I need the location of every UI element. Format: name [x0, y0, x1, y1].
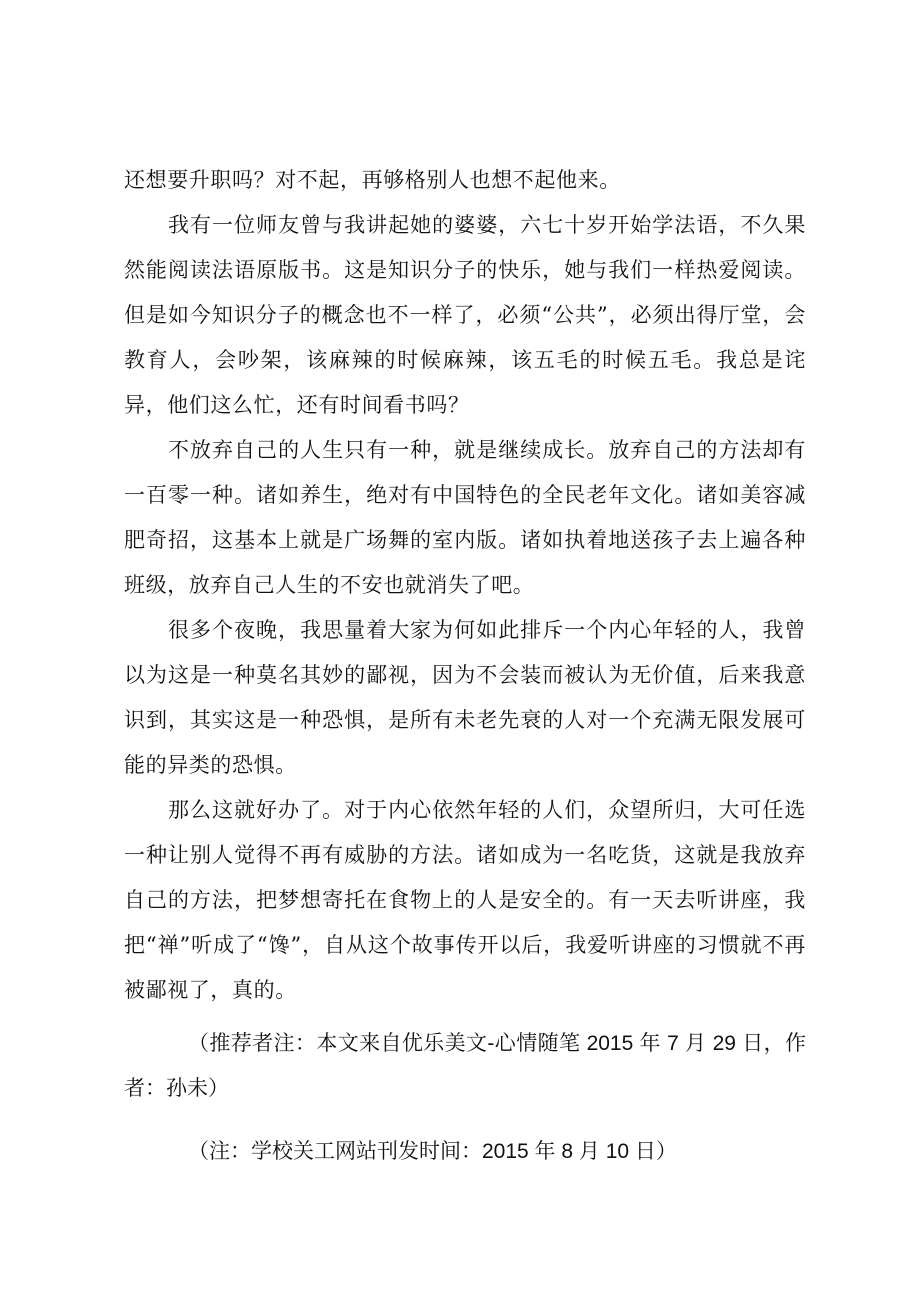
- paragraph-mentor-story: 我有一位师友曾与我讲起她的婆婆，六七十岁开始学法语，不久果然能阅读法语原版书。这是知识分子的快乐，她与我们一样热爱阅读。但是如今知识分子的概念也不一样了，必须“公共”，必须出得厅堂，会教育人，会吵架，该麻辣的时候麻辣，该五毛的时候五毛。我总是诧异，他们这么忙，还有时间看书吗？: [124, 213, 806, 417]
- recommender-note: （推荐者注：本文来自优乐美文-心情随笔 2015 年 7 月 29 日，作者：孙未）: [124, 1032, 806, 1100]
- paragraph-continuation: 还想要升职吗？对不起，再够格别人也想不起他来。: [124, 168, 621, 192]
- publish-date-note: （注：学校关工网站刊发时间：2015 年 8 月 10 日）: [188, 1140, 677, 1163]
- paragraph-giving-up: 不放弃自己的人生只有一种，就是继续成长。放弃自己的方法却有一百零一种。诸如养生，绝对有中国特色的全民老年文化。诸如美容减肥奇招，这基本上就是广场舞的室内版。诸如执着地送孩子去上遍各种班级，放弃自己人生的不安也就消失了吧。: [124, 438, 806, 597]
- article-body: [124, 158, 806, 1195]
- paragraph-foodie: 那么这就好办了。对于内心依然年轻的人们，众望所归，大可任选一种让别人觉得不再有威胁的方法。诸如成为一名吃货，这就是我放弃自己的方法，把梦想寄托在食物上的人是安全的。有一天去听讲座，我把“禅”听成了“馋”，自从这个故事传开以后，我爱听讲座的习惯就不再被鄙视了，真的。: [124, 798, 806, 1002]
- paragraph-fear: 很多个夜晚，我思量着大家为何如此排斥一个内心年轻的人，我曾以为这是一种莫名其妙的鄙视，因为不会装而被认为无价值，后来我意识到，其实这是一种恐惧，是所有未老先衰的人对一个充满无限发展可能的异类的恐惧。: [124, 618, 806, 777]
